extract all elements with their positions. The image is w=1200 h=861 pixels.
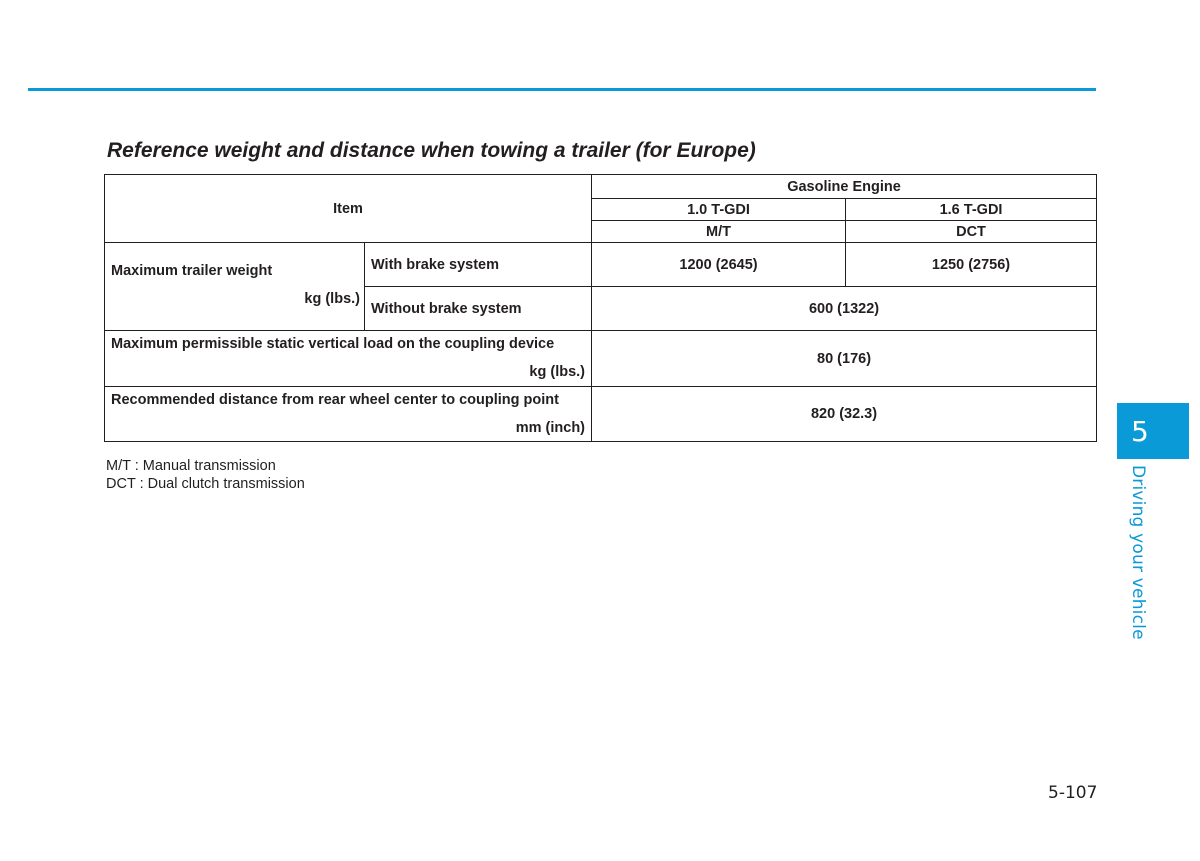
static-vertical-load-label: Maximum permissible static vertical load on the coupling device <box>111 336 555 352</box>
table-row <box>105 387 1097 442</box>
engine-header: Gasoline Engine <box>787 178 901 195</box>
static-vertical-load-value: 80 (176) <box>592 331 1097 387</box>
without-brake-label: Without brake system <box>365 287 592 331</box>
engine-1-transmission: M/T <box>592 221 846 243</box>
header-rule <box>28 88 1096 91</box>
table-row <box>105 243 1097 287</box>
static-vertical-load-unit: kg (lbs.) <box>529 364 586 380</box>
with-brake-value-engine-2: 1250 (2756) <box>846 243 1097 287</box>
with-brake-label: With brake system <box>365 243 592 287</box>
chapter-number: 5 <box>1131 414 1149 448</box>
max-trailer-weight-label: Maximum trailer weight <box>111 263 273 279</box>
table-row <box>105 175 1097 199</box>
recommended-distance-label: Recommended distance from rear wheel center to coupling point <box>111 392 559 408</box>
footnote-dct: DCT : Dual clutch transmission <box>106 476 305 492</box>
item-header: Item <box>333 200 363 217</box>
engine-header-cell <box>592 175 1097 199</box>
footnotes <box>106 457 305 493</box>
towing-spec-table <box>104 174 1097 442</box>
engine-2-name: 1.6 T-GDI <box>846 199 1097 221</box>
chapter-number-tab <box>1117 403 1189 459</box>
engine-1-name: 1.0 T-GDI <box>592 199 846 221</box>
recommended-distance-value: 820 (32.3) <box>592 387 1097 442</box>
max-trailer-weight-unit: kg (lbs.) <box>304 291 360 307</box>
footnote-mt: M/T : Manual transmission <box>106 458 276 474</box>
engine-2-transmission: DCT <box>846 221 1097 243</box>
without-brake-value: 600 (1322) <box>592 287 1097 331</box>
section-title: Reference weight and distance when towing a trailer (for Europe) <box>107 139 756 162</box>
max-trailer-weight-cell <box>105 243 365 331</box>
static-vertical-load-cell <box>105 331 592 387</box>
with-brake-value-engine-1: 1200 (2645) <box>592 243 846 287</box>
page-number: 5-107 <box>1048 783 1098 803</box>
recommended-distance-unit: mm (inch) <box>515 420 586 436</box>
recommended-distance-cell <box>105 387 592 442</box>
item-header-cell <box>105 175 592 243</box>
table-row <box>105 331 1097 387</box>
chapter-title: Driving your vehicle <box>1128 465 1148 640</box>
